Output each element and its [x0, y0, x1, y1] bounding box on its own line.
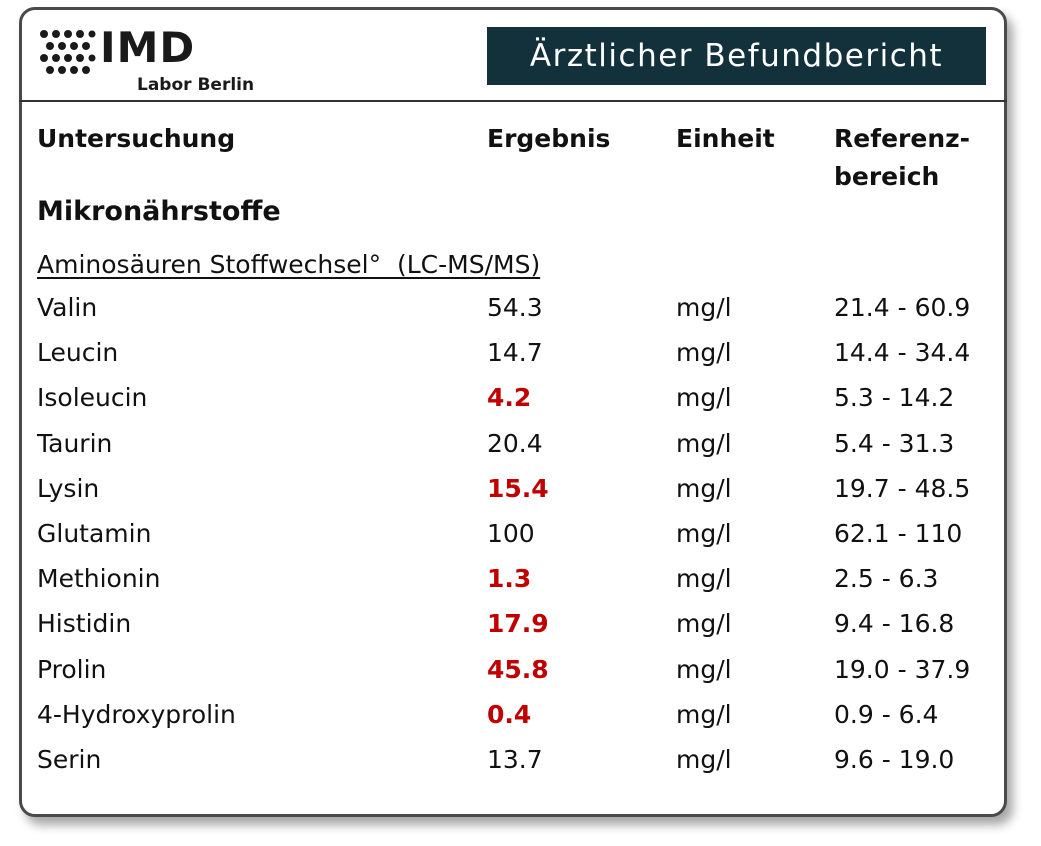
row-result: 14.7: [487, 338, 543, 368]
row-unit: mg/l: [676, 428, 732, 458]
row-result: 20.4: [487, 428, 543, 458]
row-reference: 62.1 - 110: [834, 519, 963, 548]
row-unit: mg/l: [676, 654, 732, 684]
table-row: [0, 512, 1041, 556]
column-header-reference-line1: Referenz-: [834, 124, 971, 153]
row-reference: 0.9 - 6.4: [834, 699, 939, 729]
row-reference: 2.5 - 6.3: [834, 564, 939, 594]
row-reference: 19.0 - 37.9: [834, 654, 971, 684]
row-unit: mg/l: [676, 564, 732, 594]
row-name: Valin: [37, 293, 98, 322]
logo-brand: IMD: [100, 23, 196, 72]
table-row: [0, 422, 1041, 466]
row-unit: mg/l: [676, 745, 732, 774]
table-row: [0, 693, 1041, 737]
row-name: Serin: [37, 745, 102, 774]
column-header-reference-line2: bereich: [834, 162, 940, 191]
row-reference: 9.4 - 16.8: [834, 609, 955, 639]
row-name: Leucin: [37, 338, 119, 368]
table-row: [0, 376, 1041, 420]
row-unit: mg/l: [676, 383, 732, 413]
row-result: 13.7: [487, 745, 543, 774]
table-row: [0, 602, 1041, 646]
row-name: Methionin: [37, 564, 161, 594]
row-reference: 19.7 - 48.5: [834, 473, 971, 503]
row-result: 100: [487, 519, 535, 548]
row-unit: mg/l: [676, 338, 732, 368]
row-reference: 14.4 - 34.4: [834, 338, 971, 368]
row-result: 4.2: [487, 383, 532, 413]
table-row: [0, 467, 1041, 511]
row-reference: 21.4 - 60.9: [834, 293, 971, 322]
row-reference: 5.4 - 31.3: [834, 428, 955, 458]
table-row: [0, 331, 1041, 375]
row-result: 45.8: [487, 654, 549, 684]
row-unit: mg/l: [676, 473, 732, 503]
row-name: Taurin: [37, 428, 113, 458]
row-reference: 5.3 - 14.2: [834, 383, 955, 413]
row-name: Glutamin: [37, 519, 152, 548]
row-reference: 9.6 - 19.0: [834, 745, 955, 774]
row-unit: mg/l: [676, 293, 732, 322]
row-name: Prolin: [37, 654, 107, 684]
logo-subtitle: Labor Berlin: [137, 75, 255, 95]
row-name: 4-Hydroxyprolin: [37, 699, 236, 729]
table-row: [0, 738, 1041, 782]
row-result: 15.4: [487, 473, 549, 503]
row-result: 0.4: [487, 699, 532, 729]
row-result: 1.3: [487, 564, 532, 594]
imd-logo-icon: [38, 28, 96, 80]
row-name: Histidin: [37, 609, 132, 639]
row-name: Lysin: [37, 473, 100, 503]
row-unit: mg/l: [676, 699, 732, 729]
column-header-result: Ergebnis: [487, 124, 611, 153]
row-result: 17.9: [487, 609, 549, 639]
subsection-title: Aminosäuren Stoffwechsel° (LC-MS/MS): [37, 250, 541, 279]
column-header-unit: Einheit: [676, 124, 775, 153]
row-unit: mg/l: [676, 519, 732, 548]
table-row: [0, 557, 1041, 601]
row-unit: mg/l: [676, 609, 732, 639]
row-name: Isoleucin: [37, 383, 148, 413]
report-title: Ärztlicher Befundbericht: [487, 27, 986, 85]
section-title: Mikronährstoffe: [37, 196, 281, 227]
header-divider: [19, 100, 1007, 102]
table-row: [0, 286, 1041, 330]
row-result: 54.3: [487, 293, 543, 322]
table-row: [0, 648, 1041, 692]
column-header-test: Untersuchung: [37, 124, 236, 153]
